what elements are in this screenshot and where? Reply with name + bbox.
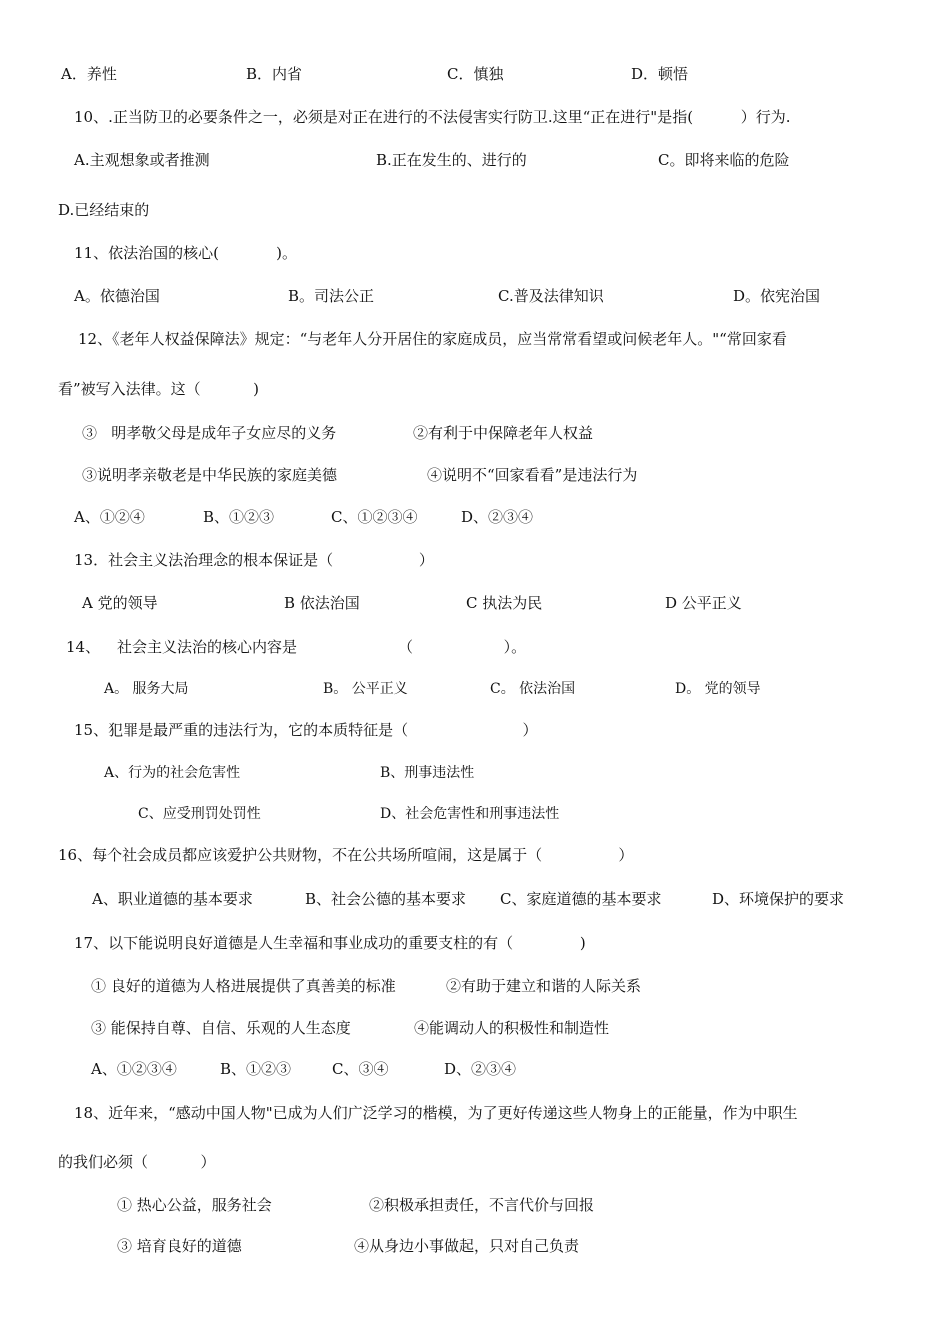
q13-stem: 13．社会主义法治理念的根本保证是（ ） — [74, 551, 434, 569]
q17-statement-3: ③ 能保持自尊、自信、乐观的人生态度 — [91, 1019, 351, 1037]
q11-option-d: D。依宪治国 — [733, 287, 821, 305]
q14-option-c: C。 依法治国 — [490, 681, 576, 697]
q14-option-a: A。 服务大局 — [104, 681, 189, 697]
q12-option-b: B、①②③ — [203, 508, 275, 526]
q18-stem-line2: 的我们必须（ ） — [58, 1153, 216, 1171]
q9-option-d: D．顿悟 — [631, 65, 689, 83]
q17-option-d: D、②③④ — [444, 1060, 517, 1078]
q18-statement-2: ②积极承担责任，不言代价与回报 — [369, 1196, 595, 1214]
q12-stem-line2: 看”被写入法律。这（ ) — [58, 380, 259, 398]
q17-statement-2: ②有助于建立和谐的人际关系 — [446, 977, 642, 995]
q12-option-d: D、②③④ — [461, 508, 534, 526]
q17-option-a: A、①②③④ — [91, 1060, 177, 1078]
q13-option-c: C 执法为民 — [466, 594, 543, 612]
q18-statement-1: ① 热心公益，服务社会 — [117, 1196, 272, 1214]
q12-option-c: C、①②③④ — [331, 508, 418, 526]
q9-option-c: C．慎独 — [447, 65, 504, 83]
q10-option-a: A.主观想象或者推测 — [74, 151, 210, 169]
q12-statement-1: ③ 明孝敬父母是成年子女应尽的义务 — [82, 424, 337, 442]
q16-option-a: A、职业道德的基本要求 — [92, 890, 253, 908]
q18-statement-4: ④从身边小事做起，只对自己负责 — [354, 1237, 580, 1255]
q13-option-d: D 公平正义 — [665, 594, 742, 612]
q16-option-b: B、社会公德的基本要求 — [305, 890, 467, 908]
q15-option-d: D、社会危害性和刑事违法性 — [380, 806, 560, 822]
q9-option-b: B．内省 — [246, 65, 303, 83]
q12-statement-3: ③说明孝亲敬老是中华民族的家庭美德 — [82, 466, 338, 484]
q16-option-c: C、家庭道德的基本要求 — [500, 890, 662, 908]
q16-stem: 16、每个社会成员都应该爱护公共财物，不在公共场所喧闹，这是属于（ ） — [58, 846, 634, 864]
q17-statement-1: ① 良好的道德为人格进展提供了真善美的标准 — [91, 977, 396, 995]
q17-statement-4: ④能调动人的积极性和制造性 — [414, 1019, 610, 1037]
q11-stem: 11、依法治国的核心( )。 — [74, 244, 298, 262]
q14-number: 14、 — [66, 638, 101, 656]
q18-stem-line1: 18、近年来，“感动中国人物"已成为人们广泛学习的楷模，为了更好传递这些人物身上的正能量，作为中职生 — [74, 1104, 798, 1122]
q12-option-a: A、①②④ — [74, 508, 145, 526]
q15-option-c: C、应受刑罚处罚性 — [138, 806, 261, 822]
q18-statement-3: ③ 培育良好的道德 — [117, 1237, 242, 1255]
q16-option-d: D、环境保护的要求 — [712, 890, 845, 908]
q14-option-d: D。 党的领导 — [675, 681, 761, 697]
q12-statement-4: ④说明不“回家看看”是违法行为 — [427, 466, 638, 484]
q12-statement-2: ②有利于中保障老年人权益 — [413, 424, 594, 442]
q15-option-b: B、刑事违法性 — [380, 765, 475, 781]
q13-option-b: B 依法治国 — [284, 594, 360, 612]
q14-stem: 社会主义法治的核心内容是 — [117, 638, 298, 656]
q15-stem: 15、犯罪是最严重的违法行为，它的本质特征是（ ） — [74, 721, 538, 739]
q14-option-b: B。 公平正义 — [323, 681, 408, 697]
q10-option-b: B.正在发生的、进行的 — [376, 151, 527, 169]
q10-stem: 10、.正当防卫的必要条件之一，必须是对正在进行的不法侵害实行防卫.这里“正在进行"是指( ）行为. — [74, 108, 791, 126]
q11-option-a: A。依德治国 — [74, 287, 160, 305]
q17-stem: 17、以下能说明良好道德是人生幸福和事业成功的重要支柱的有（ ) — [74, 934, 586, 952]
q17-option-b: B、①②③ — [220, 1060, 292, 1078]
q13-option-a: A 党的领导 — [82, 594, 158, 612]
q17-option-c: C、③④ — [332, 1060, 389, 1078]
q10-option-d: D.已经结束的 — [58, 201, 150, 219]
q15-option-a: A、行为的社会危害性 — [104, 765, 241, 781]
q9-option-a: A．养性 — [61, 65, 117, 83]
q11-option-c: C.普及法律知识 — [498, 287, 604, 305]
q10-option-c: C。即将来临的危险 — [658, 151, 790, 169]
q14-answer-blank: （ ）。 — [398, 638, 527, 656]
q12-stem-line1: 12、《老年人权益保障法》规定：“与老年人分开居住的家庭成员，应当常常看望或问候老年人。"“常回家看 — [78, 330, 787, 348]
q11-option-b: B。司法公正 — [288, 287, 375, 305]
